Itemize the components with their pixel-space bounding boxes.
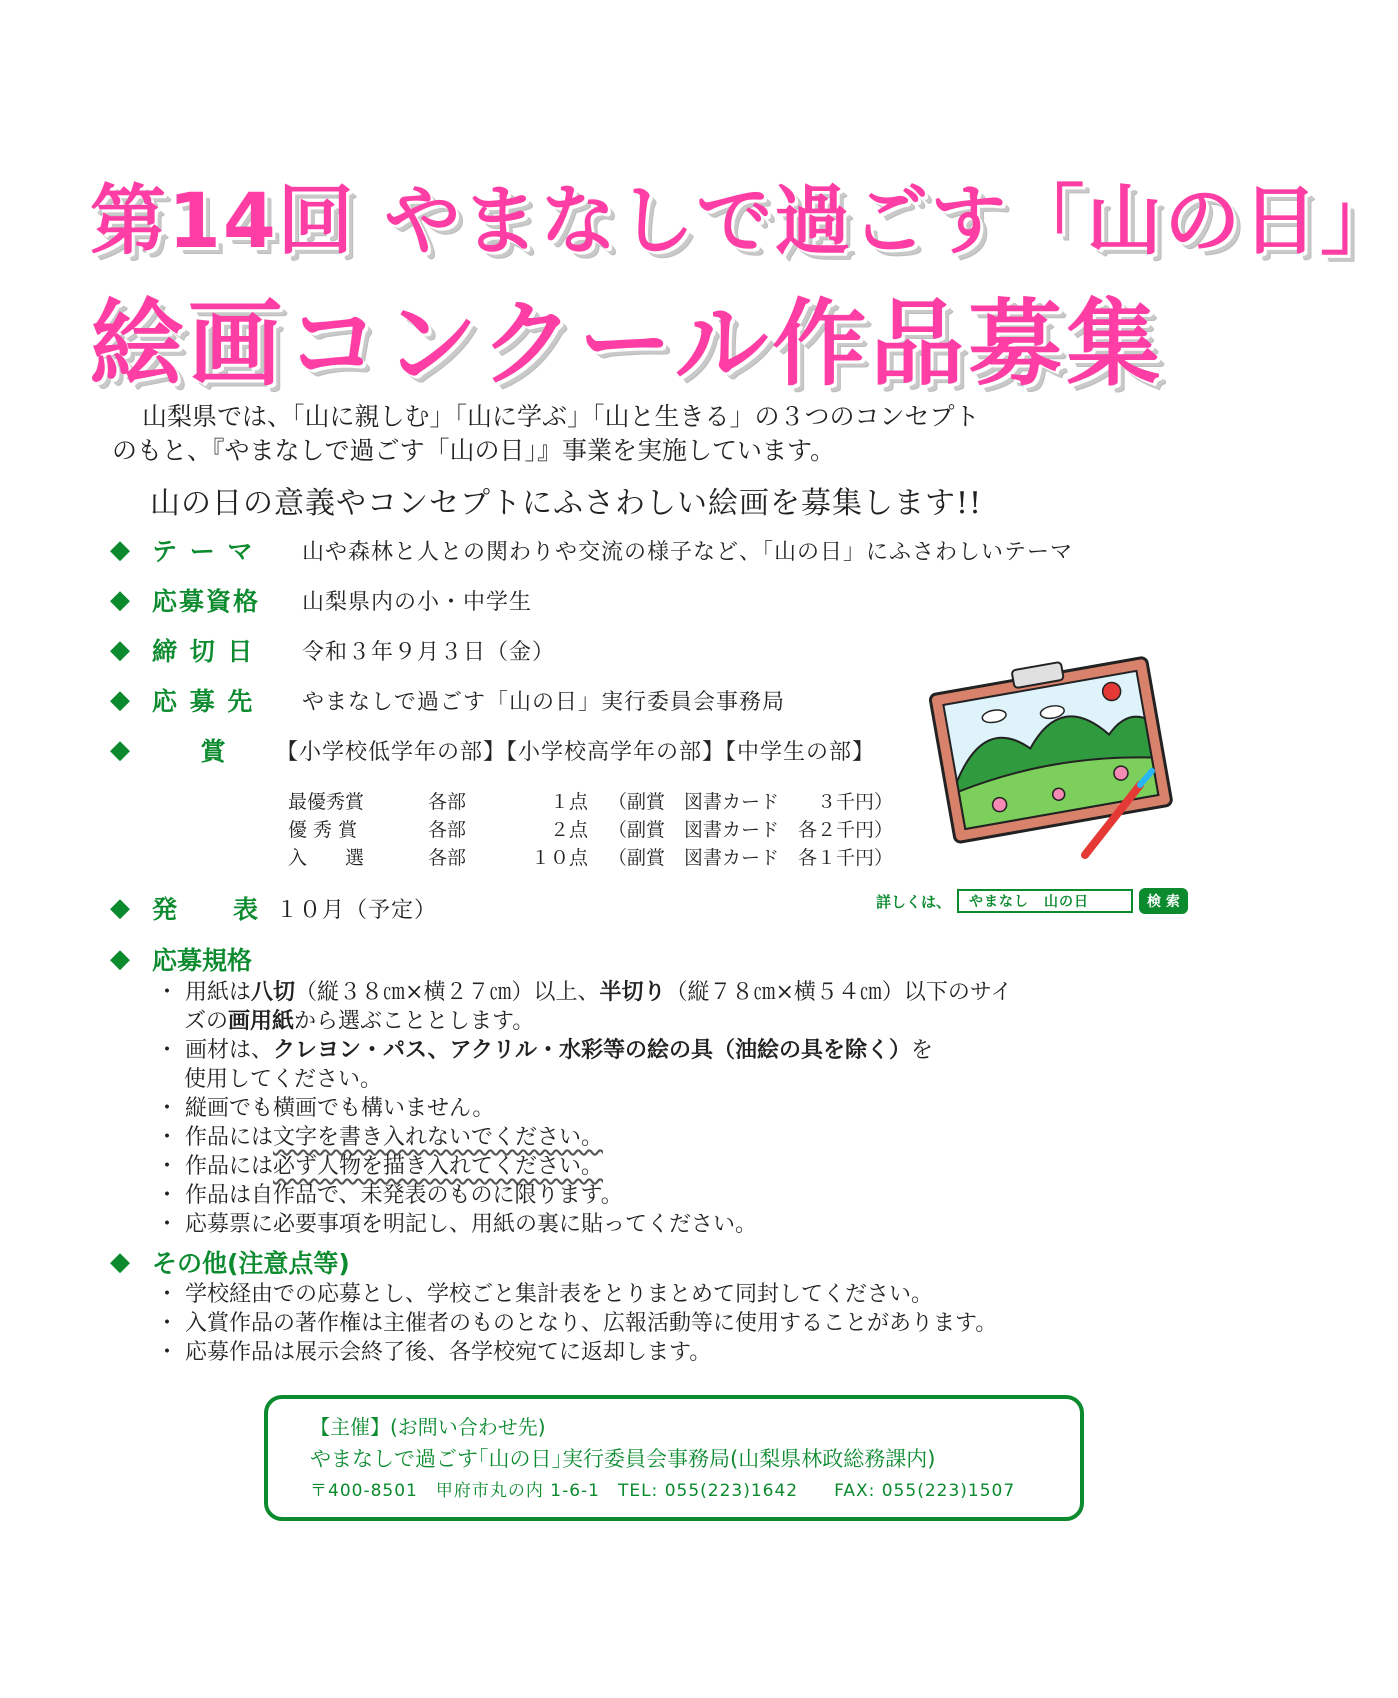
item-label: 応募資格 bbox=[152, 587, 261, 616]
list-item bbox=[156, 1123, 1012, 1152]
item-label: 応 募 先 bbox=[152, 687, 255, 716]
item-announce bbox=[110, 888, 437, 928]
item-destination bbox=[110, 680, 785, 720]
list-item: ・ 応募作品は展示会終了後、各学校宛てに返却します。 bbox=[156, 1340, 712, 1365]
section-heading: その他(注意点等) bbox=[152, 1249, 350, 1278]
prize-name: 最優秀賞 bbox=[288, 791, 365, 813]
page-title-line1: 第14回 やまなしで過ごす「山の日」 bbox=[90, 176, 1398, 265]
intro-paragraph bbox=[112, 400, 1112, 468]
item-label: テ ー マ bbox=[152, 537, 255, 566]
text: ・ 画材は、 bbox=[156, 1038, 273, 1063]
list-item bbox=[156, 1036, 1012, 1065]
section-others-heading bbox=[110, 1242, 350, 1282]
section-rules-heading bbox=[110, 939, 252, 979]
text: （縦３８㎝×横２７㎝）以上、 bbox=[295, 980, 600, 1005]
contact-address: 〒400-8501 甲府市丸の内 1-6-1 TEL: 055(223)1642 FAX: 055(223)1507 bbox=[310, 1481, 1016, 1501]
lead-text: 山の日の意義やコンセプトにふさわしい絵画を募集します!! bbox=[150, 486, 983, 521]
item-deadline bbox=[110, 630, 555, 670]
diamond-icon: ◆ bbox=[110, 735, 130, 765]
item-theme bbox=[110, 530, 1073, 570]
text: ・ 作品には bbox=[156, 1154, 273, 1179]
search-hint bbox=[876, 888, 1188, 914]
item-value: １０月（予定） bbox=[276, 897, 438, 923]
item-value: 山や森林と人との関わりや交流の様子など、「山の日」にふさわしいテーマ bbox=[302, 539, 1074, 565]
diamond-icon: ◆ bbox=[110, 585, 130, 615]
rules-list bbox=[156, 978, 1012, 1239]
list-item: ・ 縦画でも横画でも構いません。 bbox=[156, 1096, 495, 1121]
list-item bbox=[156, 1152, 1012, 1181]
text: を bbox=[911, 1038, 934, 1063]
prize-scope: 各部 bbox=[428, 847, 467, 869]
search-button[interactable]: 検 索 bbox=[1139, 888, 1188, 914]
text: ・ 作品には bbox=[156, 1125, 273, 1150]
intro-line2: のもと、『やまなしで過ごす「山の日」』事業を実施しています。 bbox=[112, 436, 836, 465]
emphasis: 画用紙 bbox=[228, 1009, 295, 1034]
prize-count: １点 bbox=[549, 791, 588, 813]
item-value: 山梨県内の小・中学生 bbox=[302, 589, 533, 615]
text: ズの bbox=[184, 1009, 229, 1034]
item-label: 締 切 日 bbox=[152, 637, 255, 666]
prize-scope: 各部 bbox=[428, 791, 467, 813]
underlined-text: 文字を書き入れないでください。 bbox=[273, 1125, 604, 1150]
emphasis: 半切り bbox=[599, 980, 666, 1005]
table-row bbox=[288, 788, 893, 816]
prize-extra: （副賞 図書カード 各２千円） bbox=[608, 819, 894, 841]
diamond-icon: ◆ bbox=[110, 535, 130, 565]
list-item-cont: 使用してください。 bbox=[184, 1067, 383, 1092]
contact-organizer: やまなしで過ごす｢山の日｣実行委員会事務局(山梨県林政総務課内) bbox=[310, 1447, 936, 1471]
contact-heading: 【主催】(お問い合わせ先) bbox=[310, 1415, 546, 1439]
item-prize bbox=[110, 730, 875, 770]
intro-line1: 山梨県では、「山に親しむ」「山に学ぶ」「山と生きる」の３つのコンセプト bbox=[142, 402, 980, 431]
diamond-icon: ◆ bbox=[110, 893, 130, 923]
prize-name: 優 秀 賞 bbox=[288, 819, 358, 841]
prize-count: ２点 bbox=[549, 819, 588, 841]
search-lead: 詳しくは、 bbox=[876, 892, 952, 911]
underlined-text: 必ず人物を描き入れてください。 bbox=[273, 1154, 604, 1179]
table-row bbox=[288, 816, 893, 844]
list-item-cont bbox=[156, 1007, 1012, 1036]
painting-clipboard-illustration bbox=[930, 635, 1180, 865]
prize-count: １０点 bbox=[530, 847, 588, 869]
emphasis: クレヨン・パス、アクリル・水彩等の絵の具（油絵の具を除く） bbox=[273, 1038, 912, 1063]
diamond-icon: ◆ bbox=[110, 944, 130, 974]
list-item bbox=[156, 978, 1012, 1007]
item-label: 賞 bbox=[200, 737, 228, 766]
item-value: やまなしで過ごす「山の日」実行委員会事務局 bbox=[302, 689, 786, 715]
text: から選ぶこととします。 bbox=[294, 1009, 535, 1034]
item-label: 発 表 bbox=[152, 895, 261, 924]
search-input[interactable]: やまなし 山の日 bbox=[957, 889, 1133, 913]
prize-name: 入 選 bbox=[288, 847, 365, 869]
item-value: 【小学校低学年の部】【小学校高学年の部】【中学生の部】 bbox=[276, 739, 876, 765]
emphasis: 八切 bbox=[251, 980, 296, 1005]
others-list bbox=[156, 1280, 997, 1367]
prize-extra: （副賞 図書カード ３千円） bbox=[608, 791, 894, 813]
text: ・ 用紙は bbox=[156, 980, 251, 1005]
diamond-icon: ◆ bbox=[110, 685, 130, 715]
text: （縦７８㎝×横５４㎝）以下のサイ bbox=[665, 980, 1013, 1005]
item-eligibility bbox=[110, 580, 532, 620]
prize-table bbox=[288, 788, 893, 872]
contact-box bbox=[264, 1395, 1084, 1521]
table-row bbox=[288, 844, 893, 872]
prize-extra: （副賞 図書カード 各１千円） bbox=[608, 847, 894, 869]
section-heading: 応募規格 bbox=[152, 946, 253, 975]
diamond-icon: ◆ bbox=[110, 635, 130, 665]
diamond-icon: ◆ bbox=[110, 1247, 130, 1277]
list-item: ・ 学校経由での応募とし、学校ごと集計表をとりまとめて同封してください。 bbox=[156, 1282, 933, 1307]
item-value: 令和３年９月３日（金） bbox=[302, 639, 556, 665]
prize-scope: 各部 bbox=[428, 819, 467, 841]
list-item: ・ 作品は自作品で、未発表のものに限ります。 bbox=[156, 1183, 623, 1208]
page-title-line2: 絵画コンクール作品募集 bbox=[90, 290, 1165, 399]
list-item: ・ 入賞作品の著作権は主催者のものとなり、広報活動等に使用することがあります。 bbox=[156, 1311, 998, 1336]
list-item: ・ 応募票に必要事項を明記し、用紙の裏に貼ってください。 bbox=[156, 1212, 757, 1237]
